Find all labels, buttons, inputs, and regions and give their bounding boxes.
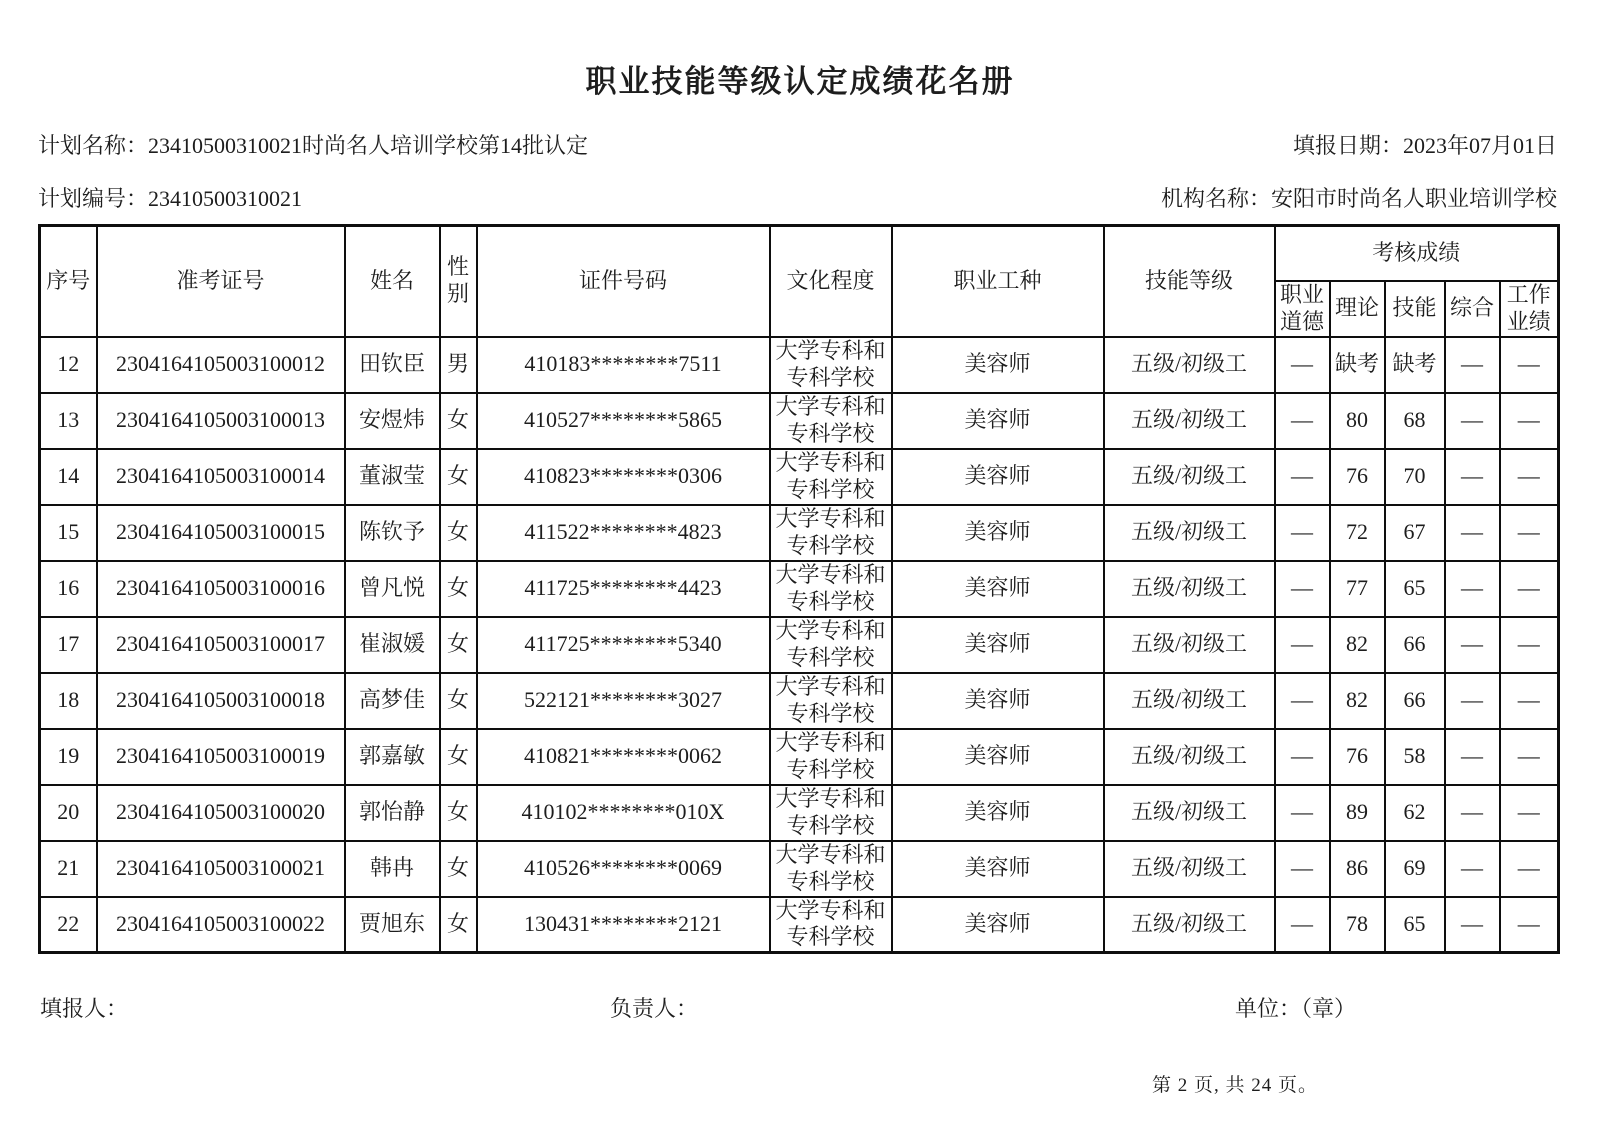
seq-cell: 17 <box>40 617 97 673</box>
level-cell: 五级/初级工 <box>1104 393 1275 449</box>
score-comprehensive-cell: — <box>1445 393 1500 449</box>
page-number: 第 2 页, 共 24 页。 <box>1152 1075 1319 1096</box>
score-skill-cell: 缺考 <box>1385 337 1445 393</box>
id-number-cell: 411522********4823 <box>477 505 770 561</box>
occupation-cell: 美容师 <box>892 561 1104 617</box>
table-row <box>40 729 1559 785</box>
col-header-gender: 性别 <box>440 226 477 337</box>
col-header-level: 技能等级 <box>1104 226 1275 337</box>
name-cell: 安煜炜 <box>345 393 440 449</box>
score-work-cell: — <box>1500 729 1559 785</box>
score-comprehensive-cell: — <box>1445 841 1500 897</box>
education-cell: 大学专科和专科学校 <box>770 505 892 561</box>
id-number-cell: 410823********0306 <box>477 449 770 505</box>
level-cell: 五级/初级工 <box>1104 785 1275 841</box>
score-theory-cell: 76 <box>1330 729 1385 785</box>
ticket-cell: 2304164105003100016 <box>97 561 345 617</box>
score-comprehensive-cell: — <box>1445 673 1500 729</box>
level-cell: 五级/初级工 <box>1104 897 1275 953</box>
education-cell: 大学专科和专科学校 <box>770 673 892 729</box>
id-number-cell: 410526********0069 <box>477 841 770 897</box>
table-row <box>40 393 1559 449</box>
col-header-seq: 序号 <box>40 226 97 337</box>
score-skill-cell: 66 <box>1385 673 1445 729</box>
score-theory-cell: 76 <box>1330 449 1385 505</box>
name-cell: 郭嘉敏 <box>345 729 440 785</box>
ticket-cell: 2304164105003100017 <box>97 617 345 673</box>
level-cell: 五级/初级工 <box>1104 617 1275 673</box>
level-cell: 五级/初级工 <box>1104 729 1275 785</box>
name-cell: 董淑莹 <box>345 449 440 505</box>
seq-cell: 15 <box>40 505 97 561</box>
education-cell: 大学专科和专科学校 <box>770 393 892 449</box>
score-skill-cell: 58 <box>1385 729 1445 785</box>
score-work-cell: — <box>1500 673 1559 729</box>
id-number-cell: 411725********4423 <box>477 561 770 617</box>
score-skill-cell: 62 <box>1385 785 1445 841</box>
score-work-cell: — <box>1500 785 1559 841</box>
name-cell: 郭怡静 <box>345 785 440 841</box>
level-cell: 五级/初级工 <box>1104 449 1275 505</box>
score-skill-cell: 66 <box>1385 617 1445 673</box>
score-work-cell: — <box>1500 897 1559 953</box>
ticket-cell: 2304164105003100012 <box>97 337 345 393</box>
score-ethics-cell: — <box>1275 449 1330 505</box>
score-theory-cell: 77 <box>1330 561 1385 617</box>
id-number-cell: 410527********5865 <box>477 393 770 449</box>
name-cell: 陈钦予 <box>345 505 440 561</box>
gender-cell: 女 <box>440 561 477 617</box>
score-ethics-cell: — <box>1275 897 1330 953</box>
gender-cell: 女 <box>440 449 477 505</box>
score-ethics-cell: — <box>1275 841 1330 897</box>
score-group-header: 考核成绩 <box>1275 226 1559 281</box>
score-ethics-cell: — <box>1275 617 1330 673</box>
score-work-cell: — <box>1500 617 1559 673</box>
ticket-cell: 2304164105003100021 <box>97 841 345 897</box>
name-cell: 韩冉 <box>345 841 440 897</box>
score-work-cell: — <box>1500 337 1559 393</box>
col-header-education: 文化程度 <box>770 226 892 337</box>
name-cell: 曾凡悦 <box>345 561 440 617</box>
gender-cell: 女 <box>440 505 477 561</box>
table-row <box>40 897 1559 953</box>
score-work-cell: — <box>1500 393 1559 449</box>
name-cell: 高梦佳 <box>345 673 440 729</box>
score-theory-cell: 82 <box>1330 617 1385 673</box>
id-number-cell: 410102********010X <box>477 785 770 841</box>
table-row <box>40 617 1559 673</box>
occupation-cell: 美容师 <box>892 505 1104 561</box>
col-header-name: 姓名 <box>345 226 440 337</box>
score-comprehensive-cell: — <box>1445 449 1500 505</box>
occupation-cell: 美容师 <box>892 785 1104 841</box>
score-comprehensive-cell: — <box>1445 785 1500 841</box>
education-cell: 大学专科和专科学校 <box>770 841 892 897</box>
name-cell: 田钦臣 <box>345 337 440 393</box>
col-header-id: 证件号码 <box>477 226 770 337</box>
page-title: 职业技能等级认定成绩花名册 <box>585 64 1015 100</box>
seq-cell: 13 <box>40 393 97 449</box>
score-ethics-cell: — <box>1275 561 1330 617</box>
gender-cell: 女 <box>440 393 477 449</box>
seq-cell: 19 <box>40 729 97 785</box>
ticket-cell: 2304164105003100015 <box>97 505 345 561</box>
score-skill-cell: 65 <box>1385 561 1445 617</box>
col-header-skill: 技能 <box>1385 281 1445 337</box>
score-comprehensive-cell: — <box>1445 729 1500 785</box>
occupation-cell: 美容师 <box>892 673 1104 729</box>
responsible-label: 负责人： <box>610 996 699 1021</box>
score-skill-cell: 68 <box>1385 393 1445 449</box>
signature-row <box>38 992 1557 1022</box>
education-cell: 大学专科和专科学校 <box>770 337 892 393</box>
ticket-cell: 2304164105003100020 <box>97 785 345 841</box>
ticket-cell: 2304164105003100014 <box>97 449 345 505</box>
report-date: 填报日期：2023年07月01日 <box>1292 133 1557 158</box>
occupation-cell: 美容师 <box>892 617 1104 673</box>
seq-cell: 16 <box>40 561 97 617</box>
score-comprehensive-cell: — <box>1445 505 1500 561</box>
ticket-cell: 2304164105003100013 <box>97 393 345 449</box>
score-skill-cell: 70 <box>1385 449 1445 505</box>
id-number-cell: 410183********7511 <box>477 337 770 393</box>
education-cell: 大学专科和专科学校 <box>770 729 892 785</box>
score-skill-cell: 65 <box>1385 897 1445 953</box>
score-theory-cell: 72 <box>1330 505 1385 561</box>
gender-cell: 女 <box>440 729 477 785</box>
level-cell: 五级/初级工 <box>1104 841 1275 897</box>
score-ethics-cell: — <box>1275 393 1330 449</box>
id-number-cell: 522121********3027 <box>477 673 770 729</box>
score-work-cell: — <box>1500 561 1559 617</box>
score-theory-cell: 82 <box>1330 673 1385 729</box>
col-header-theory: 理论 <box>1330 281 1385 337</box>
name-cell: 崔淑媛 <box>345 617 440 673</box>
level-cell: 五级/初级工 <box>1104 561 1275 617</box>
score-work-cell: — <box>1500 505 1559 561</box>
score-comprehensive-cell: — <box>1445 337 1500 393</box>
score-ethics-cell: — <box>1275 505 1330 561</box>
occupation-cell: 美容师 <box>892 449 1104 505</box>
education-cell: 大学专科和专科学校 <box>770 785 892 841</box>
id-number-cell: 410821********0062 <box>477 729 770 785</box>
score-ethics-cell: — <box>1275 785 1330 841</box>
score-ethics-cell: — <box>1275 729 1330 785</box>
table-row <box>40 449 1559 505</box>
col-header-work: 工作业绩 <box>1500 281 1559 337</box>
table-row <box>40 337 1559 393</box>
score-comprehensive-cell: — <box>1445 561 1500 617</box>
level-cell: 五级/初级工 <box>1104 337 1275 393</box>
gender-cell: 男 <box>440 337 477 393</box>
seq-cell: 14 <box>40 449 97 505</box>
gender-cell: 女 <box>440 841 477 897</box>
table-row <box>40 673 1559 729</box>
score-work-cell: — <box>1500 449 1559 505</box>
occupation-cell: 美容师 <box>892 337 1104 393</box>
table-row <box>40 841 1559 897</box>
score-skill-cell: 69 <box>1385 841 1445 897</box>
roster-table <box>38 224 1560 954</box>
table-body <box>40 337 1559 953</box>
score-work-cell: — <box>1500 841 1559 897</box>
plan-code: 计划编号：23410500310021 <box>38 186 303 211</box>
score-theory-cell: 86 <box>1330 841 1385 897</box>
seq-cell: 21 <box>40 841 97 897</box>
education-cell: 大学专科和专科学校 <box>770 449 892 505</box>
level-cell: 五级/初级工 <box>1104 505 1275 561</box>
meta-row-1 <box>38 129 1557 160</box>
occupation-cell: 美容师 <box>892 841 1104 897</box>
table-row <box>40 785 1559 841</box>
occupation-cell: 美容师 <box>892 729 1104 785</box>
gender-cell: 女 <box>440 673 477 729</box>
gender-cell: 女 <box>440 785 477 841</box>
col-header-comprehensive: 综合 <box>1445 281 1500 337</box>
name-cell: 贾旭东 <box>345 897 440 953</box>
id-number-cell: 130431********2121 <box>477 897 770 953</box>
plan-name: 计划名称：23410500310021时尚名人培训学校第14批认定 <box>38 133 589 158</box>
gender-cell: 女 <box>440 617 477 673</box>
seq-cell: 22 <box>40 897 97 953</box>
score-comprehensive-cell: — <box>1445 897 1500 953</box>
ticket-cell: 2304164105003100019 <box>97 729 345 785</box>
level-cell: 五级/初级工 <box>1104 673 1275 729</box>
col-header-ethics: 职业道德 <box>1275 281 1330 337</box>
table-row <box>40 561 1559 617</box>
table-row <box>40 505 1559 561</box>
score-theory-cell: 78 <box>1330 897 1385 953</box>
education-cell: 大学专科和专科学校 <box>770 561 892 617</box>
unit-seal-label: 单位：（章） <box>1235 996 1357 1021</box>
filler-label: 填报人： <box>40 996 129 1021</box>
meta-row-2 <box>38 182 1557 213</box>
score-theory-cell: 缺考 <box>1330 337 1385 393</box>
score-ethics-cell: — <box>1275 673 1330 729</box>
seq-cell: 20 <box>40 785 97 841</box>
seq-cell: 12 <box>40 337 97 393</box>
id-number-cell: 411725********5340 <box>477 617 770 673</box>
org-name: 机构名称：安阳市时尚名人职业培训学校 <box>1160 186 1557 211</box>
col-header-ticket: 准考证号 <box>97 226 345 337</box>
col-header-occupation: 职业工种 <box>892 226 1104 337</box>
score-ethics-cell: — <box>1275 337 1330 393</box>
education-cell: 大学专科和专科学校 <box>770 897 892 953</box>
score-skill-cell: 67 <box>1385 505 1445 561</box>
gender-cell: 女 <box>440 897 477 953</box>
score-theory-cell: 89 <box>1330 785 1385 841</box>
ticket-cell: 2304164105003100022 <box>97 897 345 953</box>
occupation-cell: 美容师 <box>892 897 1104 953</box>
score-theory-cell: 80 <box>1330 393 1385 449</box>
occupation-cell: 美容师 <box>892 393 1104 449</box>
education-cell: 大学专科和专科学校 <box>770 617 892 673</box>
score-comprehensive-cell: — <box>1445 617 1500 673</box>
seq-cell: 18 <box>40 673 97 729</box>
ticket-cell: 2304164105003100018 <box>97 673 345 729</box>
